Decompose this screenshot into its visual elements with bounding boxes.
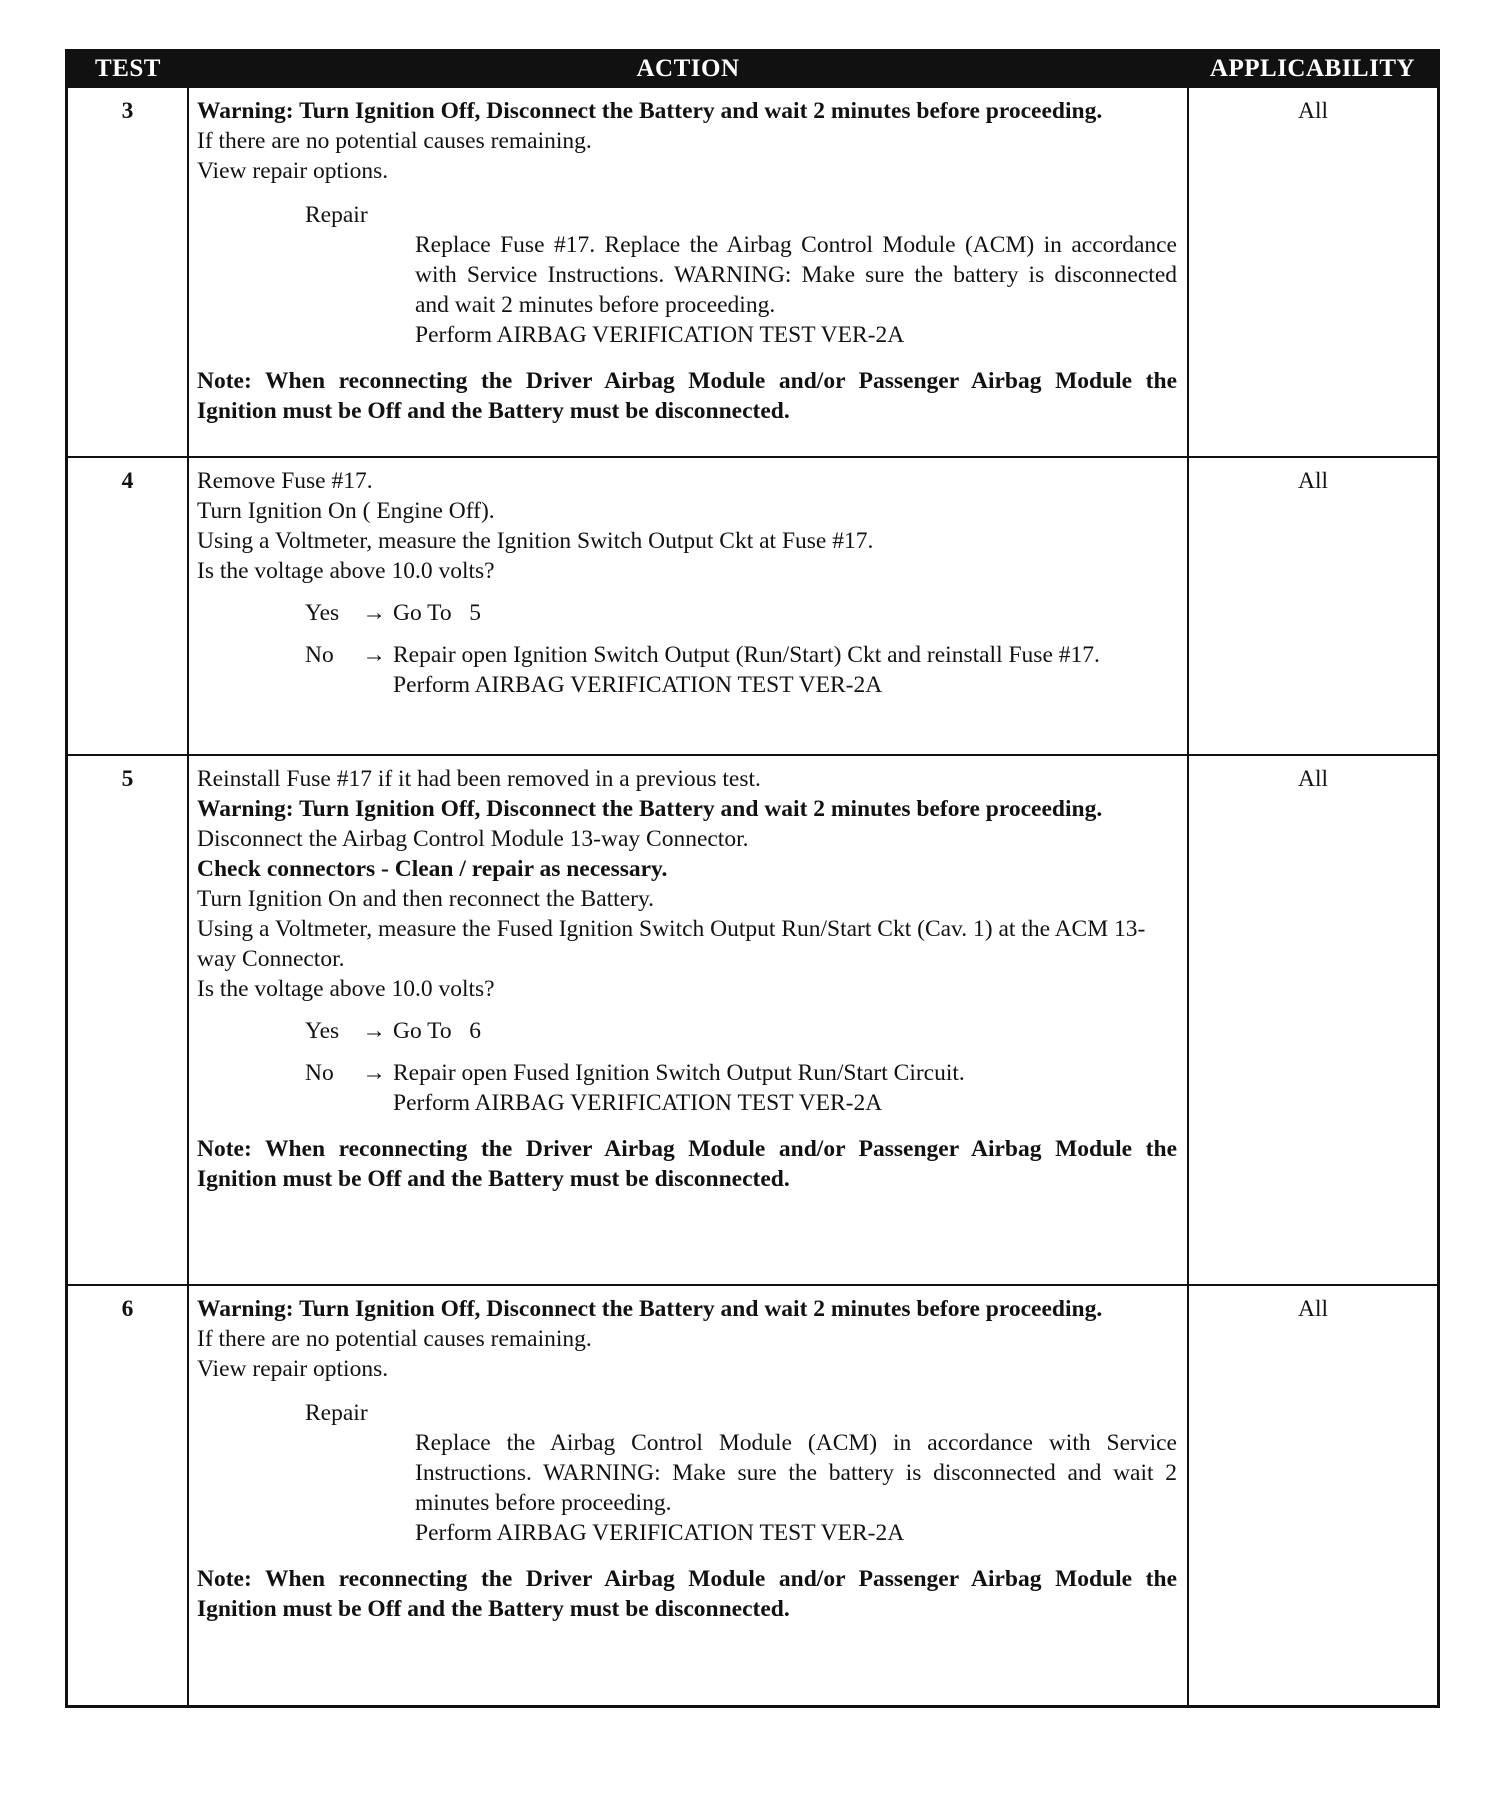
action-line: Remove Fuse #17.	[197, 468, 373, 494]
action-line: Using a Voltmeter, measure the Fused Ignition Switch Output Run/Start Ckt (Cav. 1) at the ACM 13-way Connector.	[197, 916, 1146, 972]
header-action: ACTION	[188, 52, 1188, 87]
table-row	[68, 1285, 1437, 1705]
no-result: Repair open Fused Ignition Switch Output Run/Start Circuit.	[393, 1060, 965, 1086]
verification-step: Perform AIRBAG VERIFICATION TEST VER-2A	[415, 322, 905, 348]
warning-text: Warning: Turn Ignition Off, Disconnect the Battery and wait 2 minutes before proceeding.	[197, 98, 1103, 124]
table-row	[68, 87, 1437, 457]
action-line: Is the voltage above 10.0 volts?	[197, 976, 495, 1002]
action-cell	[188, 457, 1188, 755]
applicability-value: All	[1188, 87, 1437, 457]
no-result-block	[393, 1058, 1177, 1118]
table-header-row	[68, 52, 1437, 87]
action-line: Reinstall Fuse #17 if it had been removed in a previous test.	[197, 766, 761, 792]
right-arrow-icon: →	[362, 1060, 386, 1086]
repair-label: Repair	[305, 202, 368, 228]
test-number: 4	[68, 457, 188, 755]
no-result-block	[393, 640, 1177, 700]
header-applicability: APPLICABILITY	[1188, 52, 1437, 87]
diagnostic-test-table	[65, 49, 1440, 1708]
note-text: Note: When reconnecting the Driver Airbag Module and/or Passenger Airbag Module the Ignition must be Off and the Battery must be disconnected.	[197, 368, 1177, 424]
yes-result: Go To 5	[393, 600, 482, 626]
action-line: If there are no potential causes remaining.	[197, 128, 592, 154]
action-cell	[188, 1285, 1188, 1705]
table-row	[68, 755, 1437, 1285]
no-result: Repair open Ignition Switch Output (Run/Start) Ckt and reinstall Fuse #17.	[393, 642, 1100, 668]
no-branch	[305, 1058, 1177, 1118]
yes-result: Go To 6	[393, 1018, 482, 1044]
verification-step: Perform AIRBAG VERIFICATION TEST VER-2A	[393, 1090, 883, 1116]
test-number: 3	[68, 87, 188, 457]
action-line: Turn Ignition On and then reconnect the Battery.	[197, 886, 655, 912]
action-line: Disconnect the Airbag Control Module 13-way Connector.	[197, 826, 749, 852]
warning-text: Warning: Turn Ignition Off, Disconnect the Battery and wait 2 minutes before proceeding.	[197, 1296, 1103, 1322]
header-test: TEST	[68, 52, 188, 87]
action-line: Is the voltage above 10.0 volts?	[197, 558, 495, 584]
repair-instructions: Replace Fuse #17. Replace the Airbag Control Module (ACM) in accordance with Service Instructions. WARNING: Make sure the battery is disconnected and wait 2 minutes before proceeding.	[415, 232, 1177, 318]
right-arrow-icon: →	[362, 600, 386, 626]
applicability-value: All	[1188, 1285, 1437, 1705]
action-line: If there are no potential causes remaining.	[197, 1326, 592, 1352]
repair-instructions: Replace the Airbag Control Module (ACM) in accordance with Service Instructions. WARNING: Make sure the battery is disconnected and wait 2 minutes before proceeding.	[415, 1430, 1177, 1516]
yes-branch	[305, 598, 1177, 628]
no-label: No	[305, 1060, 334, 1086]
check-connectors-text: Check connectors - Clean / repair as necessary.	[197, 856, 668, 882]
verification-step: Perform AIRBAG VERIFICATION TEST VER-2A	[415, 1520, 905, 1546]
action-cell	[188, 755, 1188, 1285]
note-text: Note: When reconnecting the Driver Airbag Module and/or Passenger Airbag Module the Ignition must be Off and the Battery must be disconnected.	[197, 1136, 1177, 1192]
applicability-value: All	[1188, 457, 1437, 755]
warning-text: Warning: Turn Ignition Off, Disconnect the Battery and wait 2 minutes before proceeding.	[197, 796, 1103, 822]
action-line: View repair options.	[197, 158, 389, 184]
verification-step: Perform AIRBAG VERIFICATION TEST VER-2A	[393, 672, 883, 698]
yes-label: Yes	[305, 600, 340, 626]
action-line: Using a Voltmeter, measure the Ignition Switch Output Ckt at Fuse #17.	[197, 528, 874, 554]
yes-branch	[305, 1016, 1177, 1046]
right-arrow-icon: →	[362, 642, 386, 668]
no-branch	[305, 640, 1177, 700]
test-number: 6	[68, 1285, 188, 1705]
right-arrow-icon: →	[362, 1018, 386, 1044]
applicability-value: All	[1188, 755, 1437, 1285]
test-number: 5	[68, 755, 188, 1285]
action-cell	[188, 87, 1188, 457]
repair-label: Repair	[305, 1400, 368, 1426]
note-text: Note: When reconnecting the Driver Airbag Module and/or Passenger Airbag Module the Ignition must be Off and the Battery must be disconnected.	[197, 1566, 1177, 1622]
action-line: View repair options.	[197, 1356, 389, 1382]
table-row	[68, 457, 1437, 755]
action-line: Turn Ignition On ( Engine Off).	[197, 498, 495, 524]
yes-label: Yes	[305, 1018, 340, 1044]
no-label: No	[305, 642, 334, 668]
